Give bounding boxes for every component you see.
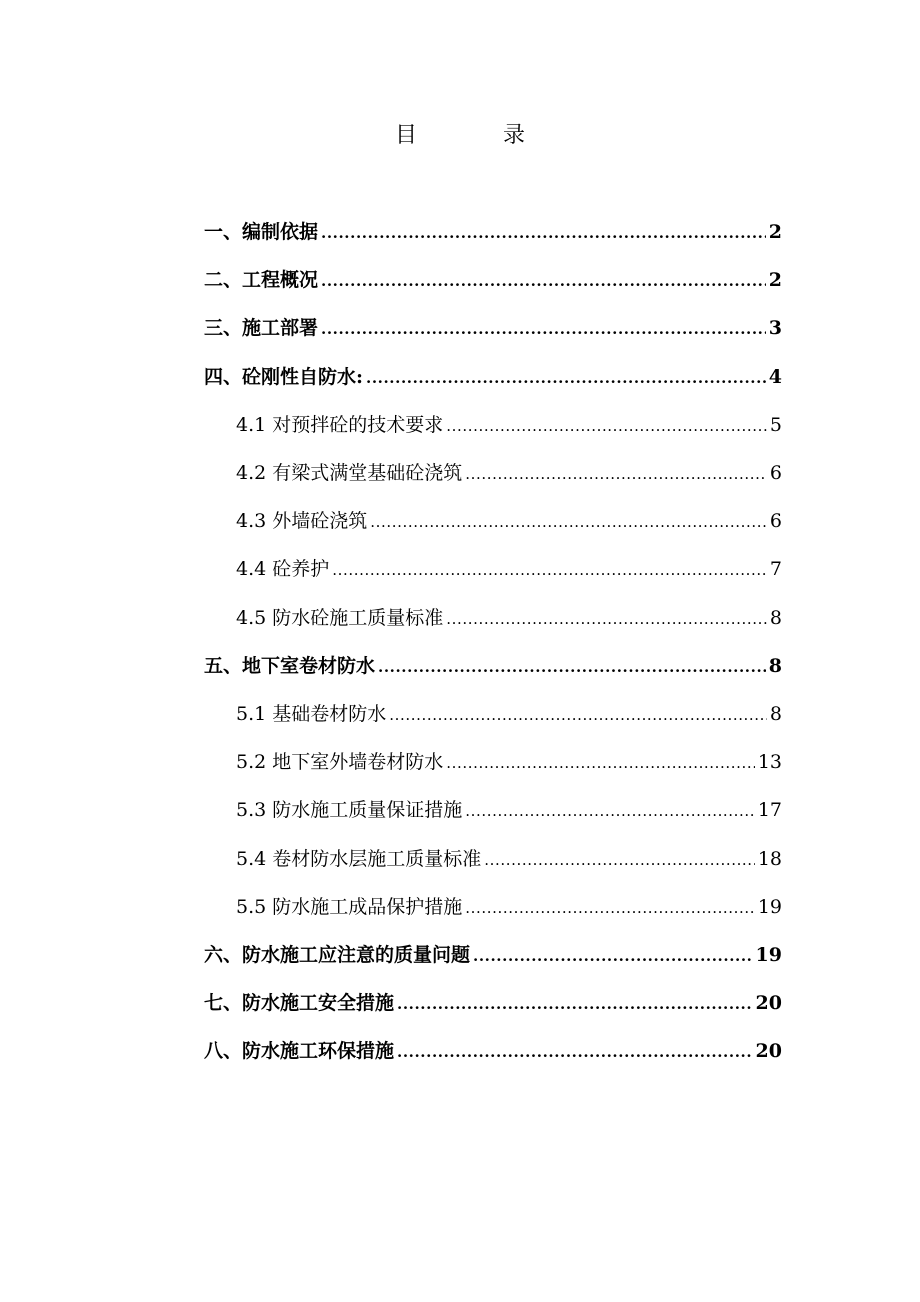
- toc-entry-label: 5.3 防水施工质量保证措施: [236, 799, 463, 822]
- toc-entry-label: 二、工程概况: [204, 269, 319, 292]
- toc-entry[interactable]: [236, 790, 782, 830]
- toc-dot-leader: [446, 599, 767, 638]
- toc-entry-page-number: 7: [769, 558, 782, 581]
- toc-entry-page-number: 2: [768, 269, 782, 292]
- toc-entry[interactable]: [236, 453, 782, 493]
- toc-entry[interactable]: [204, 646, 782, 686]
- toc-entry-page-number: 13: [757, 751, 782, 774]
- toc-entry[interactable]: [236, 405, 782, 445]
- toc-entry-page-number: 4: [768, 365, 782, 388]
- toc-dot-leader: [465, 454, 767, 493]
- toc-dot-leader: [366, 358, 766, 397]
- toc-entry-page-number: 3: [768, 317, 782, 340]
- toc-entry-page-number: 20: [755, 992, 782, 1015]
- toc-dot-leader: [465, 888, 755, 927]
- toc-entry-label: 4.5 防水砼施工质量标准: [236, 606, 444, 629]
- toc-entry-label: 5.1 基础卷材防水: [236, 703, 387, 725]
- toc-entry-label: 4.4 砼养护: [236, 558, 330, 581]
- toc-entry-label: 八、防水施工环保措施: [204, 1040, 395, 1063]
- toc-dot-leader: [397, 1032, 753, 1071]
- toc-entry-label: 四、砼刚性自防水:: [204, 365, 364, 388]
- toc-dot-leader: [378, 647, 766, 686]
- toc-entry-label: 5.5 防水施工成品保护措施: [236, 895, 463, 918]
- toc-entry[interactable]: [204, 935, 782, 975]
- toc-entry-label: 一、编制依据: [204, 221, 319, 243]
- toc-entry-label: 七、防水施工安全措施: [204, 992, 395, 1015]
- toc-dot-leader: [446, 743, 755, 782]
- toc-entry-label: 五、地下室卷材防水: [204, 654, 376, 677]
- toc-dot-leader: [389, 695, 767, 734]
- title-part-2: 录: [503, 123, 526, 148]
- toc-entry-page-number: 18: [757, 847, 782, 870]
- toc-entry-page-number: 8: [768, 654, 782, 677]
- toc-dot-leader: [473, 936, 753, 975]
- toc-entry-label: 5.2 地下室外墙卷材防水: [236, 751, 444, 774]
- toc-dot-leader: [321, 261, 766, 300]
- toc-entry-label: 4.1 对预拌砼的技术要求: [236, 413, 444, 436]
- toc-entry[interactable]: [236, 501, 782, 541]
- toc-entry-page-number: 2: [768, 221, 782, 243]
- toc-entry-label: 4.3 外墙砼浇筑: [236, 510, 368, 533]
- toc-entry-label: 三、施工部署: [204, 317, 319, 340]
- toc-entry[interactable]: [204, 983, 782, 1023]
- toc-entry-page-number: 6: [769, 462, 782, 484]
- toc-entry-page-number: 17: [757, 799, 782, 822]
- toc-dot-leader: [484, 840, 755, 879]
- toc-entry-page-number: 8: [769, 703, 782, 725]
- toc-entry[interactable]: [204, 308, 782, 348]
- toc-entry[interactable]: [204, 260, 782, 300]
- title-part-1: 目: [394, 123, 417, 148]
- toc-entry-page-number: 8: [769, 606, 782, 629]
- toc-entry-label: 六、防水施工应注意的质量问题: [204, 944, 471, 966]
- toc-entry[interactable]: [204, 212, 782, 252]
- toc-entry[interactable]: [236, 694, 782, 734]
- toc-dot-leader: [465, 791, 755, 830]
- toc-entry-page-number: 20: [755, 1040, 782, 1063]
- toc-entry[interactable]: [236, 549, 782, 589]
- toc-entry-page-number: 19: [757, 895, 782, 918]
- toc-dot-leader: [332, 550, 767, 589]
- toc-entry-page-number: 6: [769, 510, 782, 533]
- toc-entry[interactable]: [204, 1031, 782, 1071]
- toc-entry-label: 4.2 有梁式满堂基础砼浇筑: [236, 462, 463, 484]
- toc-entry[interactable]: [236, 742, 782, 782]
- toc-dot-leader: [397, 984, 753, 1023]
- toc-entry[interactable]: [236, 839, 782, 879]
- toc-dot-leader: [370, 502, 767, 541]
- toc-entry[interactable]: [204, 357, 782, 397]
- toc-dot-leader: [321, 309, 766, 348]
- toc-entry-label: 5.4 卷材防水层施工质量标准: [236, 847, 482, 870]
- page-title: [0, 118, 920, 149]
- toc-entry[interactable]: [236, 598, 782, 638]
- toc-entry[interactable]: [236, 887, 782, 927]
- toc-dot-leader: [321, 213, 766, 252]
- toc-dot-leader: [446, 406, 767, 445]
- toc-entry-page-number: 19: [755, 944, 782, 966]
- toc-entry-page-number: 5: [769, 413, 782, 436]
